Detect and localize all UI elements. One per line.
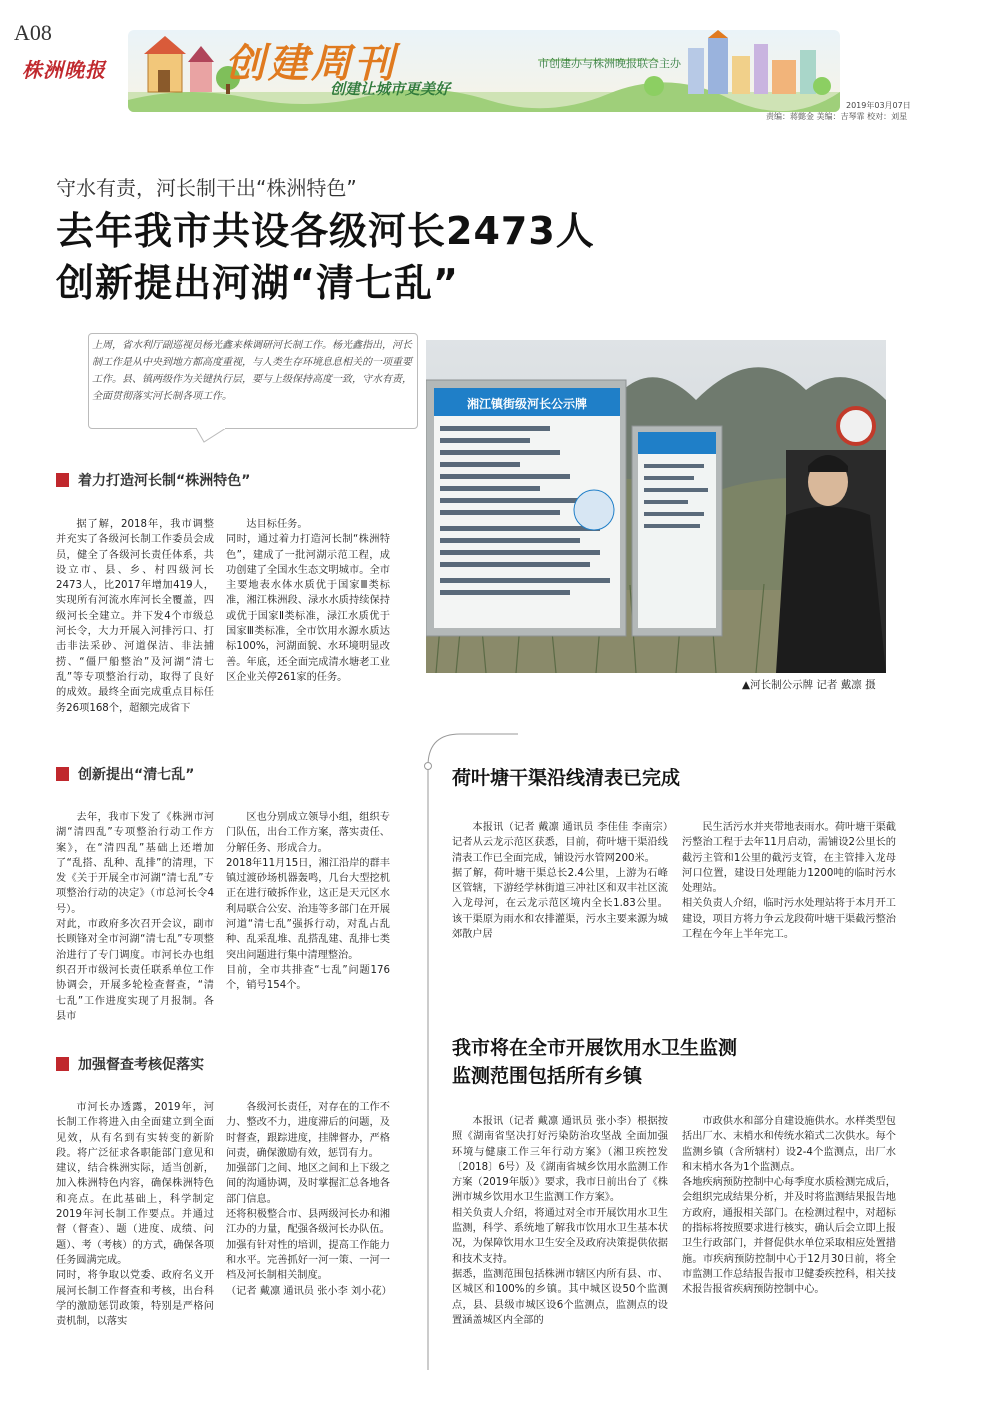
article-3-title-line-2: 监测范围包括所有乡镇	[452, 1065, 643, 1087]
section-1-col-2: 达目标任务。 同时，通过着力打造河长制“株洲特色”，建成了一批河湖示范工程，成功创建了全国水生态文明城市。全市主要地表水体水质优于国家Ⅲ类标准，湘江株洲段、渌水水质持续保持或优于国家Ⅱ类标准，渌江水质优于国家Ⅲ类标准，全市饮用水源水质达标100%，河湖面貌、水环境明显改善。年底，还全面完成清水塘老工业区企业关停261家的任务。	[226, 519, 390, 683]
section-title: 着力打造河长制“株洲特色”	[78, 473, 251, 489]
section-marker	[56, 1057, 69, 1071]
section-heading-2	[56, 764, 194, 784]
lead-box-pointer	[196, 428, 232, 444]
banner-tagline: 市创建办与株洲晚报联合主办	[538, 57, 681, 70]
section-2-col-2: 区也分别成立领导小组，组织专门队伍，出台工作方案，落实责任、分解任务、形成合力。 2018年11月15日，湘江沿岸的群丰镇过渡砂场机器轰鸣，几台大型挖机正在进行破拆作业，这正是天元区水利局联合公安、治违等多部门在开展河道“清七乱”强拆行动，对乱占乱种、乱采乱堆、乱搭乱建、乱排七类突出问题进行集中清理整治。 目前，全市共排查“七乱”问题176个，销号154个。	[226, 812, 390, 992]
section-marker	[56, 473, 69, 487]
article-photo	[426, 340, 886, 673]
page-number: A08	[14, 20, 52, 45]
photo-river-chief-board	[426, 340, 886, 673]
article-3-title-line-1: 我市将在全市开展饮用水卫生监测	[452, 1037, 738, 1059]
section-title: 加强督查考核促落实	[78, 1057, 204, 1073]
section-heading-3	[56, 1054, 204, 1074]
article-3-col-1: 本报讯（记者 戴凛 通讯员 张小李）根据按照《湖南省坚决打好污染防治攻坚战 全面加强环境与健康工作三年行动方案》（湘卫疾控发〔2018〕6号）及《湖南省城乡饮用水监测工作方案（2019年版）》要求，我市日前出台了《株洲市城乡饮用水卫生监测工作方案》。 相关负责人介绍，将通过对全市开展饮用水卫生监测，科学、系统地了解我市饮用水卫生基本状况，为保障饮用水卫生安全及政府决策提供依据和技术支持。 据悉，监测范围包括株洲市辖区内所有县、市、区城区和100%的乡镇。其中城区设50个监测点，县、县级市城区设6个监测点，监测点的设置涵盖城区内全部的	[452, 1116, 668, 1326]
section-marker	[56, 767, 69, 781]
banner-subtitle: 创建让城市更美好	[330, 80, 451, 98]
issue-date: 2019年03月07日	[846, 101, 911, 110]
section-3-col-1: 市河长办透露，2019年，河长制工作将进入由全面建立到全面见效，从有名到有实转变的新阶段。将广泛征求各职能部门意见和建议，结合株洲实际，适当创新，加入株洲特色内容，确保株洲特色和亮点。在此基础上，科学制定2019年河长制工作要点。并通过督（督查）、题（进度、成绩、问题）、考（考核）的方式，确保各项任务圆满完成。 同时，将争取以党委、政府名义开展河长制工作督查和考核，出台科学的激励惩罚政策，特别是严格问责机制，以落实	[56, 1102, 214, 1328]
article-3-col-2: 市政供水和部分自建设施供水。水样类型包括出厂水、末梢水和传统水箱式二次供水。每个监测乡镇（含所辖村）设2-4个监测点，出厂水和末梢水各为1个监测点。 各地疾病预防控制中心每季度水质检测完成后，会组织完成结果分析，并及时将监测结果报告地方政府，通报相关部门。在检测过程中，对超标的指标将按照要求进行核实，确认后会立即上报卫生行政部门，并督促供水单位采取相应处置措施。市疾病预防控制中心于12月30日前，将全市监测工作总结报告报市卫健委疾控科，相关技术报告报省疾病预防控制中心。	[682, 1116, 896, 1296]
headline-line-1: 去年我市共设各级河长2473人	[56, 209, 595, 253]
headline-line-2: 创新提出河湖“清七乱”	[56, 261, 459, 305]
section-heading-1	[56, 470, 250, 490]
section-3-col-2: 各级河长责任，对存在的工作不力、整改不力，进度滞后的问题，及时督查，跟踪进度，挂牌督办，严格问责，确保激励有效，惩罚有力。 加强部门之间、地区之间和上下级之间的沟通协调，及时掌握汇总各地各部门信息。 还将积极整合市、县两级河长办和湘江办的力量，配强各级河长办队伍。加强有针对性的培训，提高工作能力和水平。完善抓好一河一策、一河一档及河长制相关制度。 （记者 戴凛 通讯员 张小李 刘小花）	[226, 1102, 392, 1297]
section-1-col-1: 据了解，2018年，我市调整并充实了各级河长制工作委员会成员，健全了各级河长责任体系，共设立市、县、乡、村四级河长2473人，比2017年增加419人，实现所有河流水库河长全覆盖，四级河长全建立。并下发4个市级总河长令，大力开展入河排污口、打击非法采砂、河道保洁、非法捕捞、“僵尸船整治”及河湖“清七乱”等专项整治行动，取得了良好的成效。最终全面完成重点目标任务26项168个，超额完成省下	[56, 519, 214, 714]
banner-title: 创建周刊	[225, 40, 397, 87]
article-lead: 上周，省水利厅副巡视员杨光鑫来株调研河长制工作。杨光鑫指出，河长制工作是从中央到地方都高度重视，与人类生存环境息息相关的一项重要工作。县、镇两级作为关键执行层，要与上级保持高度一致，守水有责，全面贯彻落实河长制各项工作。	[92, 340, 412, 402]
sign-title: 湘江镇街级河长公示牌	[466, 397, 588, 411]
section-2-col-1: 去年，我市下发了《株洲市河湖“清四乱”专项整治行动工作方案》，在“清四乱”基础上还增加了“乱搭、乱种、乱排”的清理，下发《关于开展全市河湖“清七乱”专项整治行动的决定》（市总河长令4号）。 对此，市政府多次召开会议，副市长顾锋对全市河湖“清七乱”专项整治进行了专门调度。市河长办也组织召开市级河长责任联系单位工作协调会，开展多轮检查督查，“清七乱”工作进度实现了月报制。各县市	[56, 812, 214, 1022]
article-2-col-2: 民生活污水并夹带地表雨水。荷叶塘干渠截污整治工程于去年11月启动，需铺设2公里长的截污主管和1公里的截污支管，在主管排入龙母河口位置，建设日处理能力1200吨的临时污水处理站。 相关负责人介绍，临时污水处理站将于本月开工建设，项目方将力争云龙段荷叶塘干渠截污整治工程在今年上半年完工。	[682, 822, 896, 941]
article-kicker: 守水有责，河长制干出“株洲特色”	[56, 176, 357, 200]
section-title: 创新提出“清七乱”	[78, 767, 195, 783]
photo-caption: ▲河长制公示牌 记者 戴凛 摄	[742, 679, 876, 691]
newspaper-name: 株洲晚报	[22, 58, 106, 82]
editor-credits: 责编：蒋懿金 美编：吉琴霏 校对：刘星	[766, 112, 908, 121]
article-2-col-1: 本报讯（记者 戴凛 通讯员 李佳佳 李南宗）记者从云龙示范区获悉，目前，荷叶塘干渠沿线清表工作已全面完成，铺设污水管网200米。 据了解，荷叶塘干渠总长2.4公里，上游为石峰区管辖，下游经学林街道三冲社区和双丰社区流入龙母河，在云龙示范区境内全长1.83公里。该干渠原为雨水和农排灌渠，污水主要来源为城郊散户居	[452, 822, 668, 941]
article-2-title: 荷叶塘干渠沿线清表已完成	[452, 767, 681, 789]
